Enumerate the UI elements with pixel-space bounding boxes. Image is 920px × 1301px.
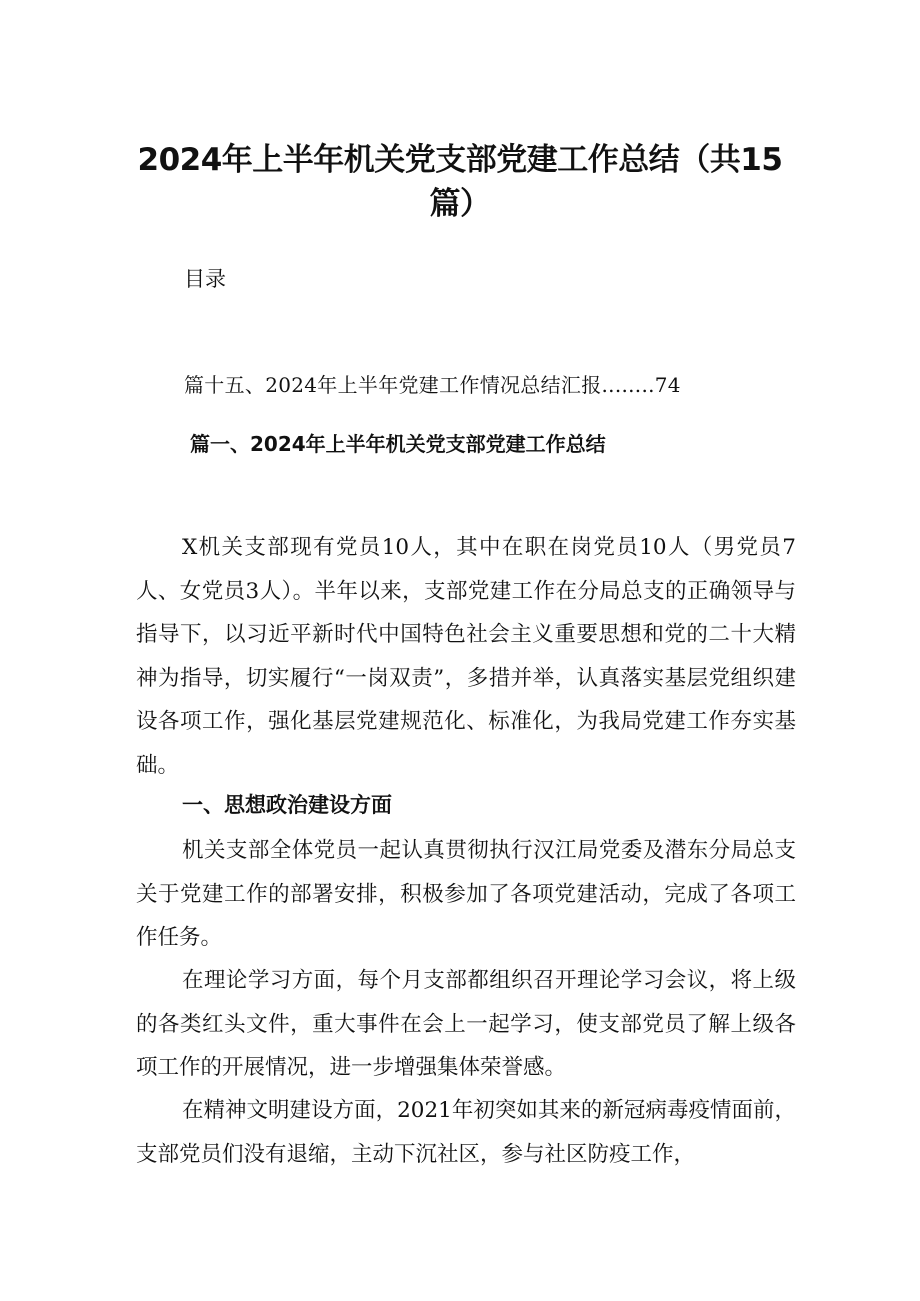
- paragraph-theory-study: 在理论学习方面，每个月支部都组织召开理论学习会议，将上级的各类红头文件，重大事件在会上一起学习，使支部党员了解上级各项工作的开展情况，进一步增强集体荣誉感。: [136, 968, 796, 1080]
- paragraph-intro: X机关支部现有党员10人，其中在职在岗党员10人（男党员7人、女党员3人）。半年以来，支部党建工作在分局总支的正确领导与指导下，以习近平新时代中国特色社会主义重要思想和党的二十大精神为指导，切实履行“一岗双责”，多措并举，认真落实基层党组织建设各项工作，强化基层党建规范化、标准化，为我局党建工作夯实基础。: [136, 535, 796, 778]
- paragraph-party-activities: 机关支部全体党员一起认真贯彻执行汉江局党委及潜东分局总支关于党建工作的部署安排，积极参加了各项党建活动，完成了各项工作任务。: [136, 838, 796, 950]
- paragraph-civilization: 在精神文明建设方面，2021年初突如其来的新冠病毒疫情面前，支部党员们没有退缩，主动下沉社区，参与社区防疫工作，: [136, 1098, 796, 1167]
- toc-heading: 目录: [184, 267, 226, 291]
- section-title: 篇一、2024年上半年机关党支部党建工作总结: [190, 432, 606, 456]
- toc-entry[interactable]: 篇十五、2024年上半年党建工作情况总结汇报........74: [184, 373, 681, 397]
- document-title: 2024年上半年机关党支部党建工作总结（共15篇）: [137, 142, 783, 222]
- subheading-ideological: 一、思想政治建设方面: [182, 793, 392, 817]
